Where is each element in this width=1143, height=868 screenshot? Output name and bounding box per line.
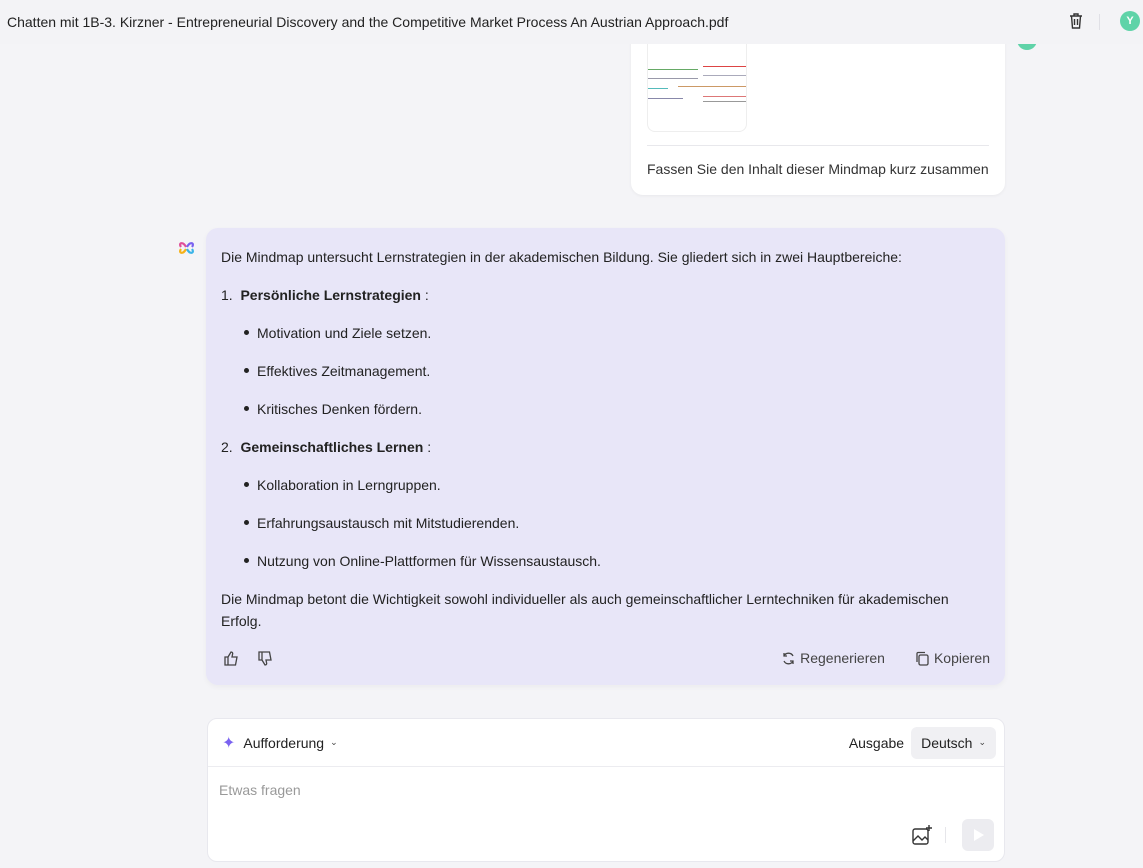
copy-label: Kopieren — [933, 650, 990, 666]
section-title: Persönliche Lernstrategien — [240, 287, 421, 303]
composer — [207, 718, 1005, 862]
list-item: Effektives Zeitmanagement. — [221, 360, 990, 382]
list-item: Kollaboration in Lerngruppen. — [221, 474, 990, 496]
thumbs-up-icon[interactable] — [221, 648, 241, 668]
output-label: Ausgabe — [848, 734, 905, 751]
thumbs-down-icon[interactable] — [255, 648, 275, 668]
list-heading — [221, 284, 990, 306]
refresh-icon — [781, 651, 796, 666]
list-number: 2. — [221, 439, 233, 455]
regenerate-button[interactable] — [781, 647, 885, 669]
list-item: Erfahrungsaustausch mit Mitstudierenden. — [221, 512, 990, 534]
language-select[interactable] — [911, 727, 996, 759]
add-image-icon[interactable] — [911, 824, 933, 846]
message-actions — [221, 646, 990, 670]
assistant-message — [206, 228, 1005, 685]
trash-icon[interactable] — [1068, 12, 1084, 30]
divider — [945, 827, 946, 843]
conclusion-text: Die Mindmap betont die Wichtigkeit sowohl individueller als auch gemeinschaftlicher Lerntechniken für akademischen Erfolg. — [221, 591, 949, 629]
section-title: Gemeinschaftliches Lernen — [240, 439, 424, 455]
header — [0, 0, 1143, 44]
message-input[interactable]: Etwas fragen — [219, 782, 301, 798]
copy-button[interactable] — [915, 647, 990, 669]
list-item: Motivation und Ziele setzen. — [221, 322, 990, 344]
list-number: 1. — [221, 287, 233, 303]
user-message-text: Fassen Sie den Inhalt dieser Mindmap kurz zusammen — [647, 161, 989, 177]
colon: : — [420, 287, 429, 303]
chevron-down-icon: ⌄ — [978, 737, 986, 747]
colon: : — [423, 439, 432, 455]
copy-icon — [915, 651, 930, 666]
list-item: Nutzung von Online-Plattformen für Wissensaustausch. — [221, 550, 990, 572]
user-avatar[interactable]: Y — [1120, 11, 1140, 31]
divider — [1099, 14, 1100, 30]
intro-text: Die Mindmap untersucht Lernstrategien in der akademischen Bildung. Sie gliedert sich in zwei Hauptbereiche: — [221, 249, 902, 265]
send-button[interactable] — [962, 819, 994, 851]
prompt-mode-label: Aufforderung — [243, 734, 325, 751]
language-value: Deutsch — [921, 734, 973, 751]
sparkle-icon: ✦ — [222, 734, 236, 752]
list-heading — [221, 436, 990, 458]
divider — [647, 145, 989, 146]
list-item: Kritisches Denken fördern. — [221, 398, 990, 420]
composer-toolbar — [208, 719, 1004, 767]
send-icon — [971, 828, 985, 842]
chat-title: Chatten mit 1B-3. Kirzner - Entrepreneurial Discovery and the Competitive Market Process An Austrian Approach.pdf — [7, 14, 729, 30]
chevron-down-icon: ⌄ — [330, 737, 338, 747]
assistant-logo-icon — [177, 239, 195, 257]
regenerate-label: Regenerieren — [800, 650, 885, 666]
prompt-mode-dropdown[interactable] — [222, 733, 338, 753]
